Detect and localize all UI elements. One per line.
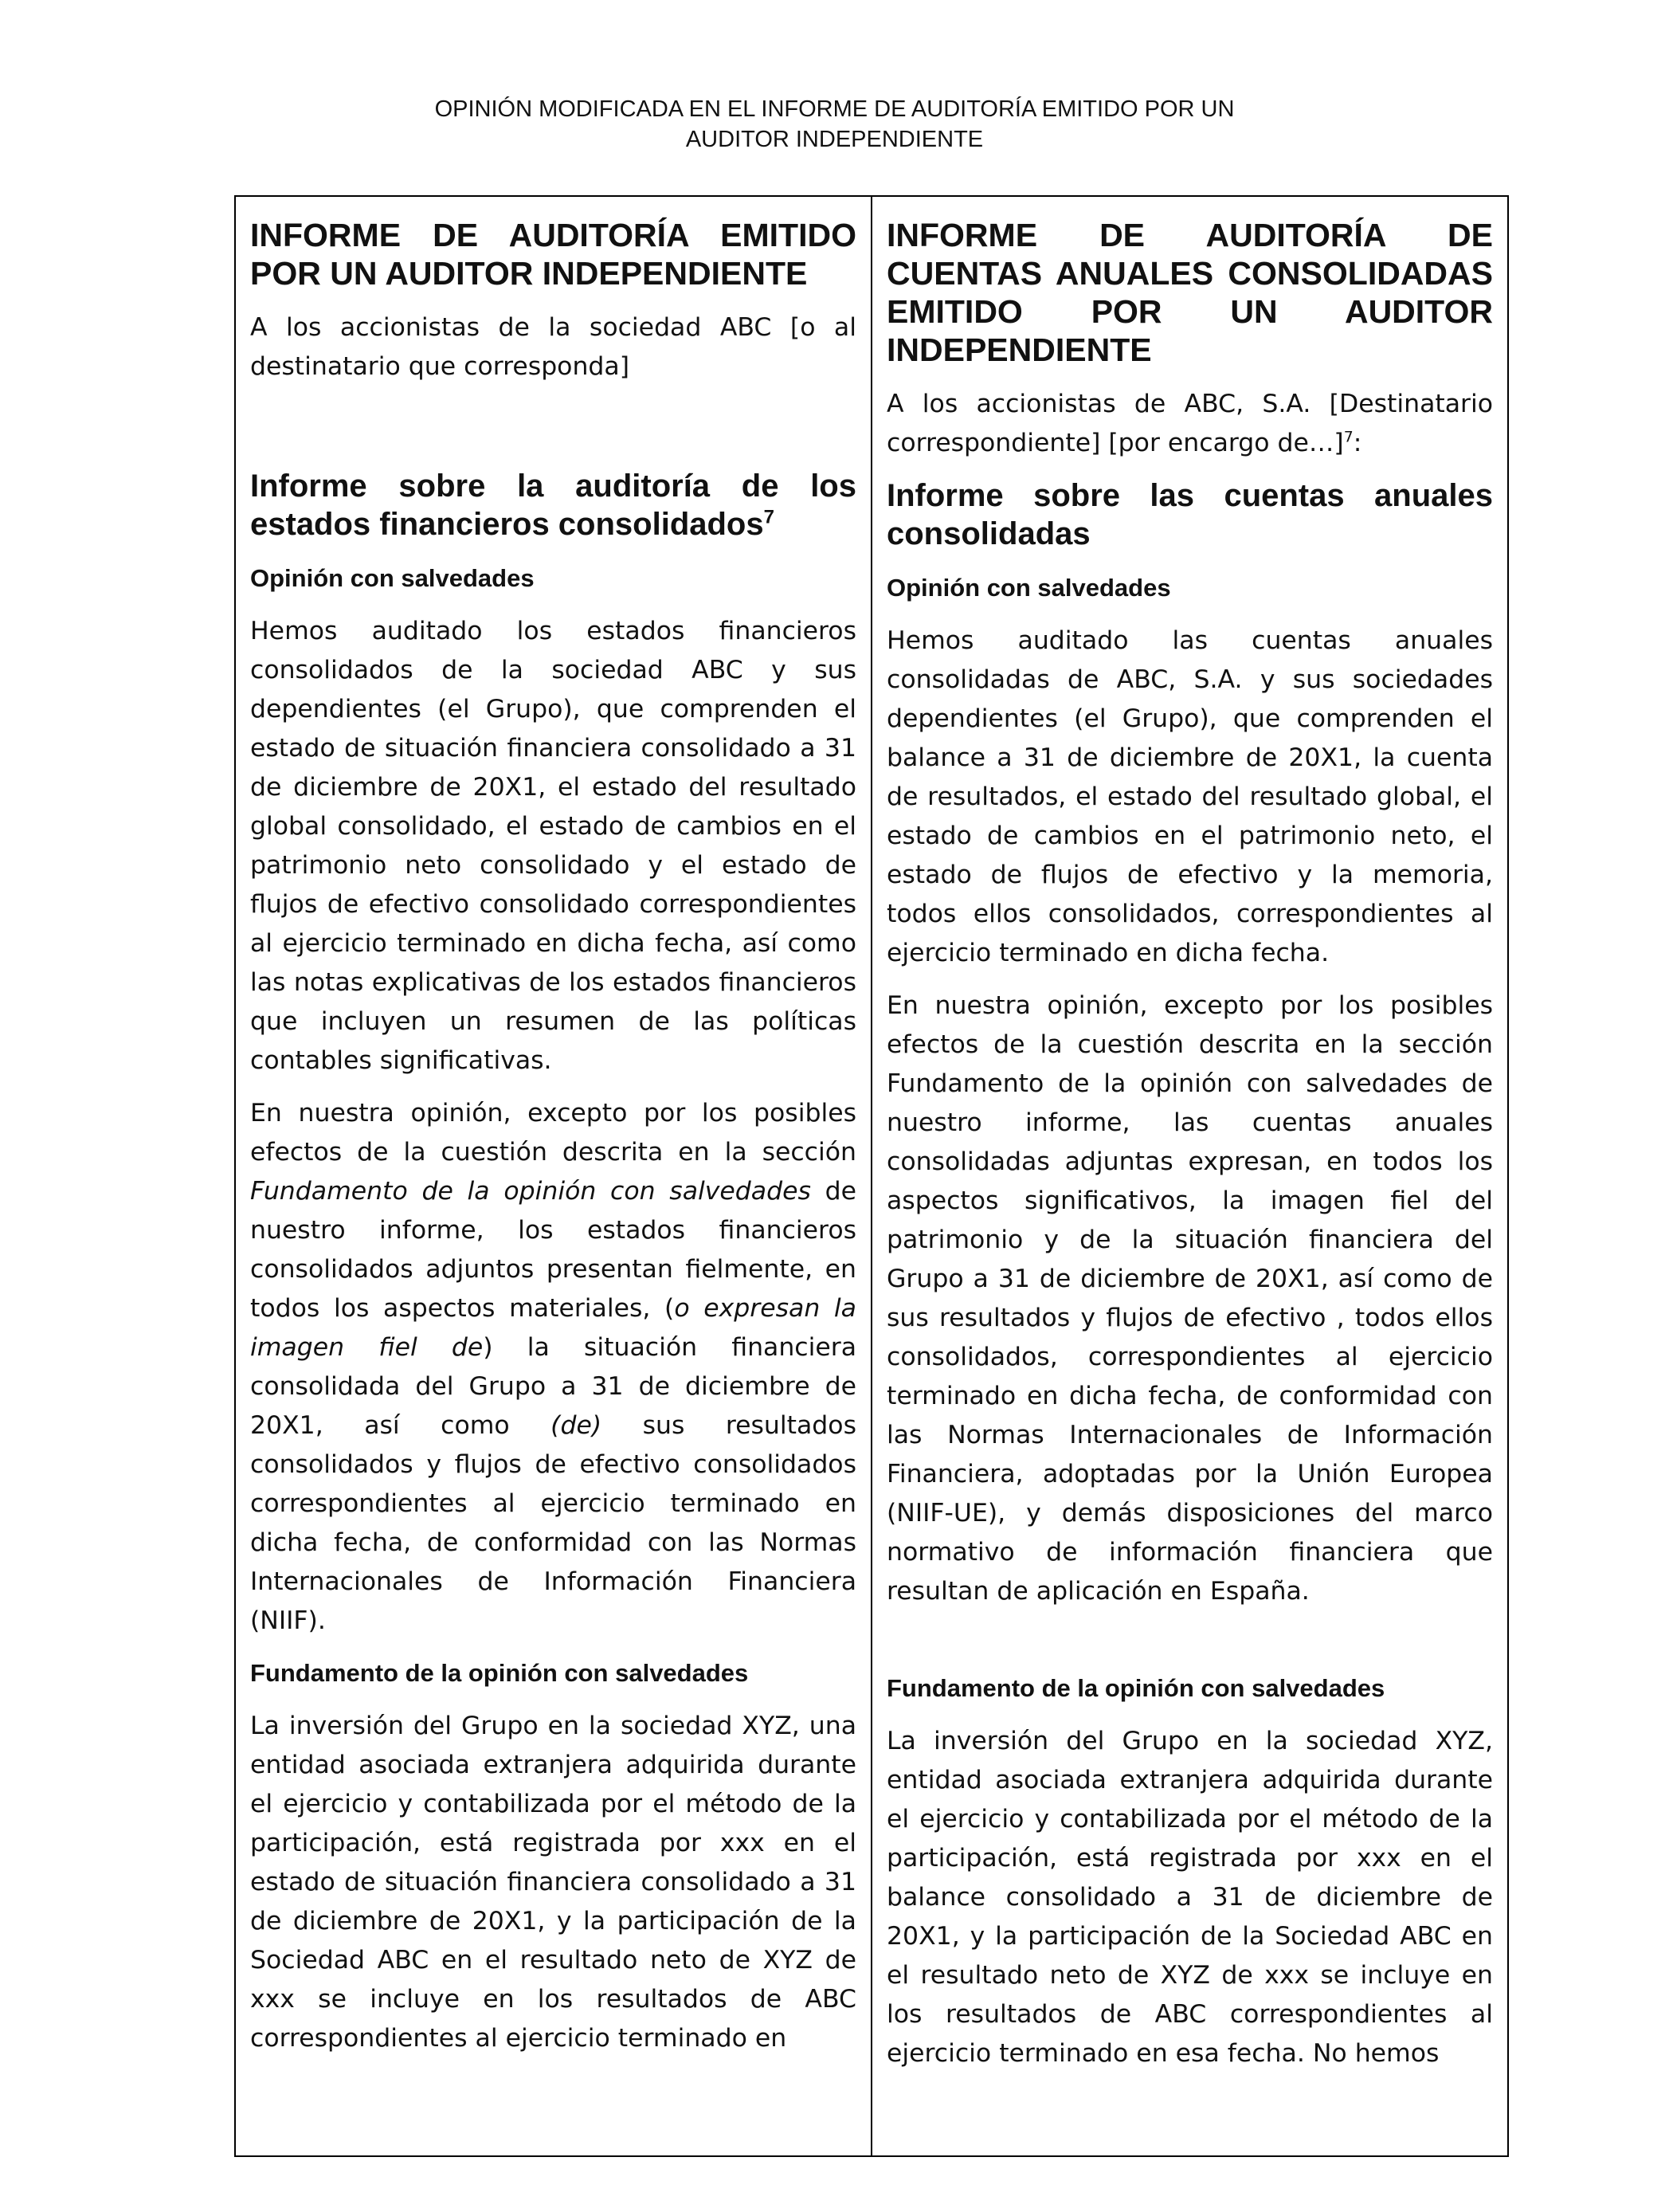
- page-header: [0, 94, 1669, 155]
- page-header-line-2: AUDITOR INDEPENDIENTE: [685, 127, 984, 152]
- left-report-title: INFORME DE AUDITORÍA EMITIDO POR UN AUDITOR INDEPENDIENTE: [250, 217, 856, 292]
- right-basis-paragraph: La inversión del Grupo en la sociedad XYZ, entidad asociada extranjera adquirida durante el ejercicio y contabilizada por el método de la participación, está registrada por xxx en el balance consolidado a 31 de diciembre de 20X1, y la participación de la Sociedad ABC en el resultado neto de XYZ de xxx se incluye en los resultados de ABC correspondientes al ejercicio terminado en esa fecha. No hemos: [887, 1727, 1493, 2068]
- right-basis-heading: Fundamento de la opinión con salvedades: [887, 1674, 1385, 1702]
- left-section-footnote: 7: [763, 506, 774, 528]
- right-column: [872, 196, 1508, 2156]
- right-report-title: INFORME DE AUDITORÍA DE CUENTAS ANUALES CONSOLIDADAS EMITIDO POR UN AUDITOR INDEPENDIENTE: [887, 217, 1493, 368]
- right-opinion-heading: Opinión con salvedades: [887, 574, 1171, 602]
- left-basis-paragraph: La inversión del Grupo en la sociedad XYZ, una entidad asociada extranjera adquirida durante el ejercicio y contabilizada por el método de la participación, está registrada por xxx en el estado de situación financiera consolidado a 31 de diciembre de 20X1, y la participación de la Sociedad ABC en el resultado neto de XYZ de xxx se incluye en los resultados de ABC correspondientes al ejercicio terminado en: [250, 1712, 856, 2053]
- left-section-title: Informe sobre la auditoría de los estados financieros consolidados$^7$: [250, 469, 856, 542]
- right-addressee-footnote: 7: [1343, 428, 1354, 446]
- page-header-line-1: OPINIÓN MODIFICADA EN EL INFORME DE AUDITORÍA EMITIDO POR UN: [434, 96, 1235, 122]
- comparison-table: [234, 195, 1509, 2157]
- left-opinion-heading: Opinión con salvedades: [250, 564, 535, 592]
- left-opinion-paragraph-2: En nuestra opinión, excepto por los posibles efectos de la cuestión descrita en la sección Fundamento de la opinión con salvedades de nuestro informe, los estados financieros consolidados adjuntos presentan fielmente, en todos los aspectos materiales, (o expresan la imagen fiel de) la situación financiera consolidada del Grupo a 31 de diciembre de 20X1, así como (de) sus resultados consolidados y flujos de efectivo consolidados correspondientes al ejercicio terminado en dicha fecha, de conformidad con las Normas Internacionales de Información Financiera (NIIF).: [250, 1099, 856, 1635]
- right-addressee: A los accionistas de ABC, S.A. [Destinatario correspondiente] [por encargo de…]$^7$:: [887, 390, 1493, 457]
- right-opinion-paragraph-1: Hemos auditado las cuentas anuales consolidadas de ABC, S.A. y sus sociedades dependientes (el Grupo), que comprenden el balance a 31 de diciembre de 20X1, la cuenta de resultados, el estado del resultado global, el estado de cambios en el patrimonio neto, el estado de flujos de efectivo y la memoria, todos ellos consolidados, correspondientes al ejercicio terminado en dicha fecha.: [887, 626, 1493, 967]
- left-opinion-paragraph-1: Hemos auditado los estados financieros consolidados de la sociedad ABC y sus dependientes (el Grupo), que comprenden el estado de situación financiera consolidado a 31 de diciembre de 20X1, el estado del resultado global consolidado, el estado de cambios en el patrimonio neto consolidado y el estado de flujos de efectivo consolidado correspondientes al ejercicio terminado en dicha fecha, así como las notas explicativas de los estados financieros que incluyen un resumen de las políticas contables significativas.: [250, 617, 856, 1075]
- right-opinion-paragraph-2: En nuestra opinión, excepto por los posibles efectos de la cuestión descrita en la sección Fundamento de la opinión con salvedades de nuestro informe, las cuentas anuales consolidadas adjuntas expresan, en todos los aspectos significativos, la imagen fiel del patrimonio y de la situación financiera del Grupo a 31 de diciembre de 20X1, así como de sus resultados y flujos de efectivo , todos ellos consolidados, correspondientes al ejercicio terminado en dicha fecha, de conformidad con las Normas Internacionales de Información Financiera, adoptadas por la Unión Europea (NIIF-UE), y demás disposiciones del marco normativo de información financiera que resultan de aplicación en España.: [887, 991, 1493, 1606]
- left-basis-heading: Fundamento de la opinión con salvedades: [250, 1659, 749, 1687]
- left-column: [235, 196, 872, 2156]
- left-addressee: A los accionistas de la sociedad ABC [o al destinatario que corresponda]: [250, 313, 856, 381]
- right-section-title: Informe sobre las cuentas anuales consolidadas: [887, 478, 1493, 551]
